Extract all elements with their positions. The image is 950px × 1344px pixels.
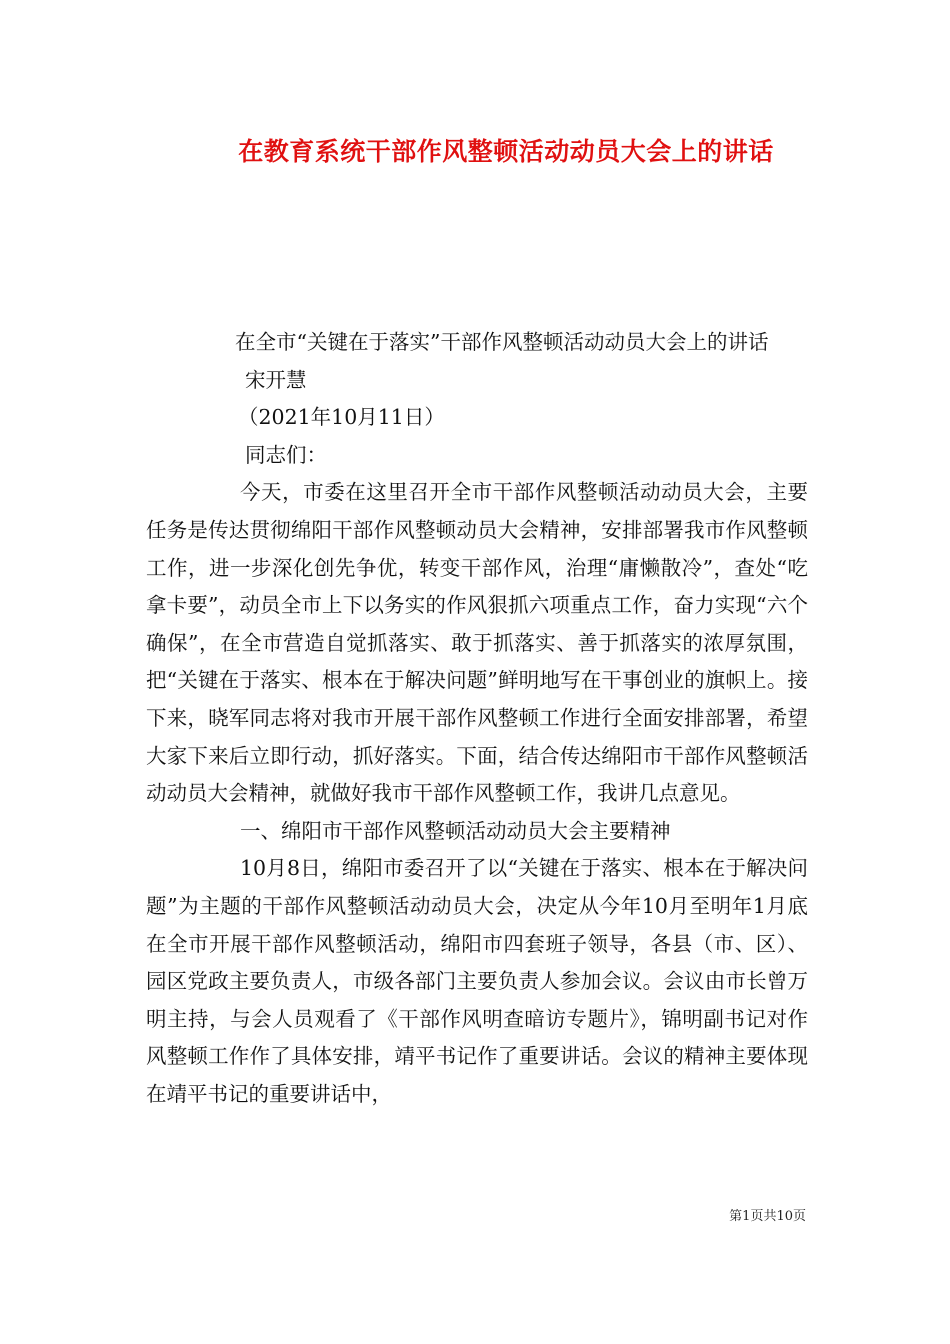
paragraph-intro: 今天，市委在这里召开全市干部作风整顿活动动员大会，主要任务是传达贯彻绵阳干部作风整顿动员大会精神，安排部署我市作风整顿工作，进一步深化创先争优，转变干部作风，治理“庸懒散冷”，查处“吃拿卡要”，动员全市上下以务实的作风狠抓六项重点工作，奋力实现“六个确保”，在全市营造自觉抓落实、敢于抓落实、善于抓落实的浓厚氛围，把“关键在于落实、根本在于解决问题”鲜明地写在干事创业的旗帜上。接下来，晓军同志将对我市开展干部作风整顿工作进行全面安排部署，希望大家下来后立即行动，抓好落实。下面，结合传达绵阳市干部作风整顿活动动员大会精神，就做好我市干部作风整顿工作，我讲几点意见。 — [146, 480, 808, 806]
paragraph-section-one: 10月8日，绵阳市委召开了以“关键在于落实、根本在于解决问题”为主题的干部作风整顿活动动员大会，决定从今年10月至明年1月底在全市开展干部作风整顿活动，绵阳市四套班子领导，各县（市、区）、园区党政主要负责人，市级各部门主要负责人参加会议。会议由市长曾万明主持，与会人员观看了《干部作风明查暗访专题片》，锦明副书记对作风整顿工作作了具体安排，靖平书记作了重要讲话。会议的精神主要体现在靖平书记的重要讲话中， — [146, 856, 808, 1106]
page-number: 第1页共10页 — [729, 1209, 806, 1224]
section-heading: 一、绵阳市干部作风整顿活动动员大会主要精神 — [240, 818, 671, 843]
document-title: 在教育系统干部作风整顿活动动员大会上的讲话 — [238, 137, 774, 166]
speech-subtitle: 在全市“关键在于落实”干部作风整顿活动动员大会上的讲话 — [235, 330, 769, 354]
document-body — [146, 324, 808, 1113]
author-name: 宋开慧 — [245, 367, 307, 392]
speech-date: （2021年10月11日） — [238, 405, 445, 430]
salutation: 同志们： — [245, 442, 327, 467]
